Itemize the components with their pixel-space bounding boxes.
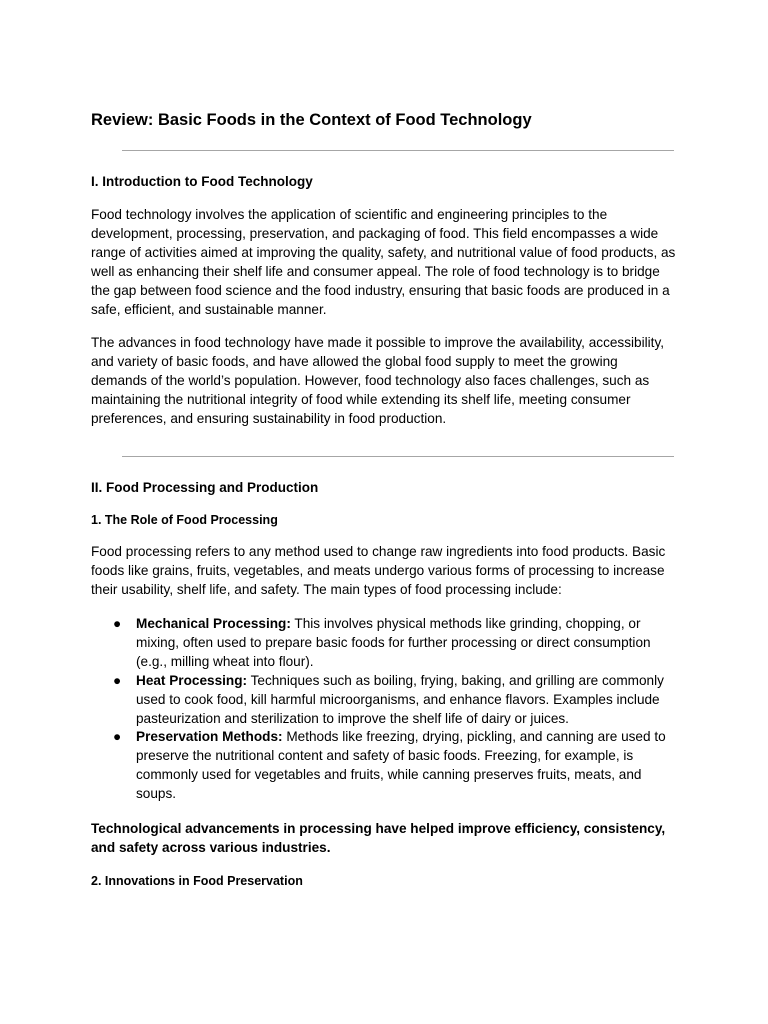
list-item-text: Methods like freezing, drying, pickling, and canning are used to preserve the nutritional content and safety of basic foods. Freezing, for example, is commonly used for vegetables and fruits, while canning preserves fruits, meats, and soups. (136, 729, 666, 802)
intro-paragraph-2: The advances in food technology have made it possible to improve the availability, accessibility, and variety of basic foods, and have allowed the global food supply to meet the growing demands of the world’s population. However, food technology also faces challenges, such as maintaining the nutritional integrity of food while extending its shelf life, meeting consumer preferences, and ensuring sustainability in food production. (91, 335, 665, 426)
document-title: Review: Basic Foods in the Context of Food Technology (91, 111, 532, 129)
section-divider (122, 150, 674, 151)
list-item-mechanical-processing (91, 615, 677, 672)
list-item-heat-processing (91, 672, 677, 729)
intro-paragraph-1: Food technology involves the application of scientific and engineering principles to the development, processing, preservation, and packaging of food. This field encompasses a wide range of activities aimed at improving the quality, safety, and nutritional value of food products, as well as enhancing their shelf life and consumer appeal. The role of food technology is to bridge the gap between food science and the food industry, ensuring that basic foods are produced in a safe, efficient, and sustainable manner. (91, 207, 676, 317)
list-item-term: Preservation Methods: (136, 729, 283, 745)
list-item-term: Heat Processing: (136, 672, 248, 688)
subsection-heading-innovations-preservation: 2. Innovations in Food Preservation (91, 874, 303, 888)
list-item-term: Mechanical Processing: (136, 616, 291, 631)
bullet-icon: ● (113, 616, 122, 631)
list-item-text: Techniques such as boiling, frying, baking, and grilling are commonly used to cook food, kill harmful microorganisms, and enhance flavors. Examples include pasteurization and sterilization to improve the shelf life of dairy or juices. (136, 672, 664, 726)
list-item-text: This involves physical methods like grinding, chopping, or mixing, often used to prepare basic foods for further processing or direct consumption (e.g., milling wheat into flour). (136, 616, 651, 669)
processing-paragraph: Food processing refers to any method used to change raw ingredients into food products. Basic foods like grains, fruits, vegetables, and meats undergo various forms of processing to increase their usability, shelf life, and safety. The main types of food processing include: (91, 544, 666, 597)
section-heading-introduction: I. Introduction to Food Technology (91, 174, 313, 189)
list-item-preservation-methods (91, 728, 677, 804)
processing-types-list (91, 615, 677, 804)
bullet-icon: ● (113, 672, 122, 688)
processing-conclusion: Technological advancements in processing have helped improve efficiency, consistency, and safety across various industries. (91, 821, 666, 855)
section-heading-processing: II. Food Processing and Production (91, 480, 319, 495)
subsection-heading-role-of-processing: 1. The Role of Food Processing (91, 513, 278, 527)
bullet-icon: ● (113, 729, 122, 745)
section-divider (122, 456, 674, 457)
